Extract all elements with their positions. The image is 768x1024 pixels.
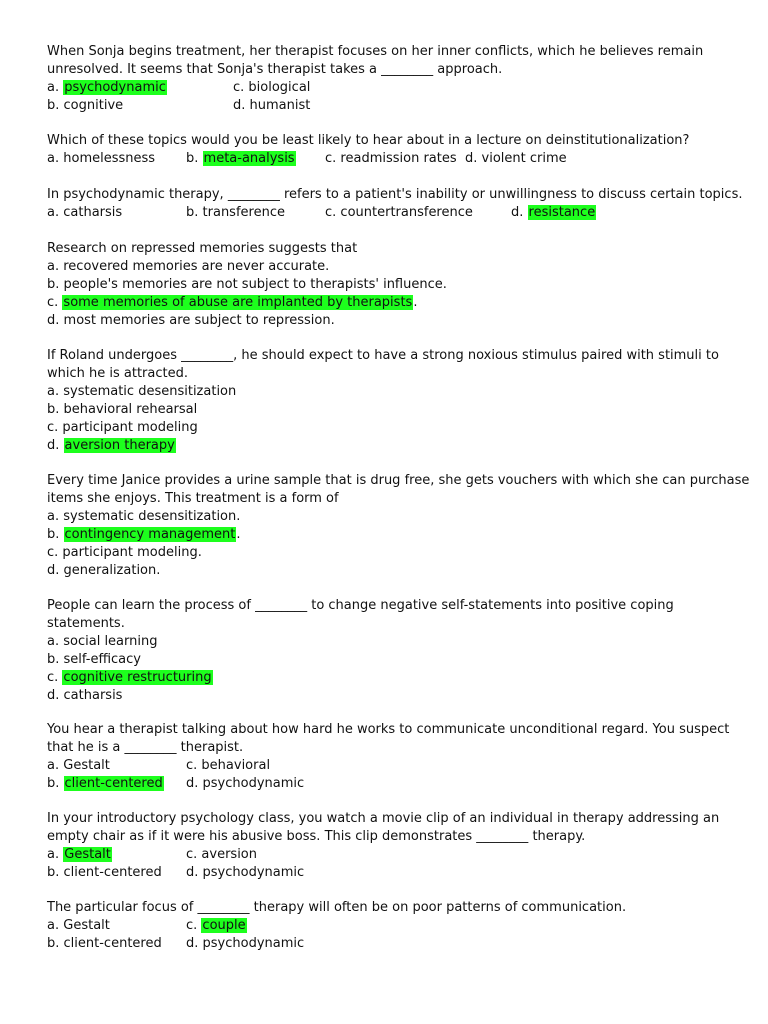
option-row bbox=[47, 757, 737, 775]
answer-highlight: Gestalt bbox=[64, 847, 111, 862]
option-b: b. client-centered bbox=[47, 865, 162, 880]
question-stem-line: When Sonja begins treatment, her therapist focuses on her inner conflicts, which he believes remain bbox=[47, 44, 704, 59]
option-d: d. resistance bbox=[511, 205, 596, 220]
option-a: a. homelessness bbox=[47, 151, 156, 166]
option-b: b. contingency management. bbox=[47, 527, 241, 542]
option-d: d. violent crime bbox=[465, 151, 567, 166]
question-stem-line: which he is attracted. bbox=[47, 366, 188, 381]
answer-highlight: couple bbox=[202, 918, 246, 933]
option-c: c. cognitive restructuring bbox=[47, 670, 212, 685]
option-d: d. most memories are subject to repression. bbox=[47, 313, 335, 328]
option-d: d. generalization. bbox=[47, 563, 161, 578]
option-c: c. participant modeling. bbox=[47, 545, 202, 560]
option-a: a. Gestalt bbox=[47, 758, 110, 773]
question-6 bbox=[47, 472, 750, 580]
option-d: d. humanist bbox=[233, 98, 311, 113]
answer-highlight: resistance bbox=[528, 205, 596, 220]
answer-highlight: aversion therapy bbox=[64, 438, 175, 453]
option-row bbox=[47, 204, 737, 222]
question-stem-line: unresolved. It seems that Sonja's therapist takes a ________ approach. bbox=[47, 62, 503, 77]
option-b: b. client-centered bbox=[47, 776, 163, 791]
option-d: d. aversion therapy bbox=[47, 438, 175, 453]
option-row bbox=[47, 917, 737, 935]
option-b: b. client-centered bbox=[47, 936, 162, 951]
option-b: b. meta-analysis bbox=[186, 151, 295, 166]
option-c: c. participant modeling bbox=[47, 420, 198, 435]
question-stem-line: items she enjoys. This treatment is a form of bbox=[47, 491, 339, 506]
question-9 bbox=[47, 810, 737, 882]
option-row bbox=[47, 775, 737, 793]
option-a: a. systematic desensitization. bbox=[47, 509, 241, 524]
option-b: b. behavioral rehearsal bbox=[47, 402, 198, 417]
question-stem-line: Research on repressed memories suggests that bbox=[47, 241, 358, 256]
option-c: c. couple bbox=[186, 918, 246, 933]
answer-highlight: cognitive restructuring bbox=[63, 670, 212, 685]
option-a: a. social learning bbox=[47, 634, 158, 649]
question-8 bbox=[47, 721, 737, 793]
question-stem-line: that he is a ________ therapist. bbox=[47, 740, 244, 755]
option-row bbox=[47, 935, 737, 953]
option-a: a. psychodynamic bbox=[47, 80, 166, 95]
question-stem-line: You hear a therapist talking about how hard he works to communicate unconditional regard. You suspect bbox=[47, 722, 730, 737]
option-c: c. readmission rates bbox=[325, 151, 457, 166]
question-stem-line: In psychodynamic therapy, ________ refers to a patient's inability or unwillingness to discuss certain topics. bbox=[47, 187, 743, 202]
question-stem-line: If Roland undergoes ________, he should expect to have a strong noxious stimulus paired with stimuli to bbox=[47, 348, 719, 363]
option-d: d. psychodynamic bbox=[186, 865, 305, 880]
option-a: a. systematic desensitization bbox=[47, 384, 237, 399]
option-row bbox=[47, 846, 737, 864]
answer-highlight: psychodynamic bbox=[64, 80, 166, 95]
question-stem-line: Which of these topics would you be least likely to hear about in a lecture on deinstitutionalization? bbox=[47, 133, 690, 148]
answer-highlight: client-centered bbox=[64, 776, 163, 791]
question-7 bbox=[47, 597, 737, 705]
option-b: b. transference bbox=[186, 205, 285, 220]
question-stem-line: Every time Janice provides a urine sample that is drug free, she gets vouchers with which she can purchase bbox=[47, 473, 750, 488]
question-3 bbox=[47, 186, 743, 222]
option-row bbox=[47, 150, 737, 168]
option-b: b. people's memories are not subject to therapists' influence. bbox=[47, 277, 447, 292]
question-1 bbox=[47, 43, 737, 115]
option-a: a. Gestalt bbox=[47, 918, 110, 933]
option-c: c. biological bbox=[233, 80, 311, 95]
question-stem-line: In your introductory psychology class, you watch a movie clip of an individual in therapy addressing an bbox=[47, 811, 720, 826]
option-c: c. behavioral bbox=[186, 758, 271, 773]
option-b: b. cognitive bbox=[47, 98, 124, 113]
answer-highlight: contingency management bbox=[64, 527, 236, 542]
option-c: c. some memories of abuse are implanted by therapists. bbox=[47, 295, 418, 310]
option-d: d. psychodynamic bbox=[186, 936, 305, 951]
option-d: d. catharsis bbox=[47, 688, 123, 703]
option-a: a. catharsis bbox=[47, 205, 123, 220]
question-stem-line: People can learn the process of ________ to change negative self-statements into positive coping bbox=[47, 598, 674, 613]
question-10 bbox=[47, 899, 737, 953]
question-stem-line: The particular focus of ________ therapy will often be on poor patterns of communication. bbox=[47, 900, 627, 915]
option-d: d. psychodynamic bbox=[186, 776, 305, 791]
question-stem-line: empty chair as if it were his abusive boss. This clip demonstrates ________ therapy. bbox=[47, 829, 586, 844]
answer-highlight: some memories of abuse are implanted by therapists bbox=[63, 295, 413, 310]
question-4 bbox=[47, 240, 737, 330]
option-a: a. recovered memories are never accurate. bbox=[47, 259, 330, 274]
option-row bbox=[47, 97, 737, 115]
question-5 bbox=[47, 347, 737, 455]
option-a: a. Gestalt bbox=[47, 847, 111, 862]
option-row bbox=[47, 79, 737, 97]
option-c: c. countertransference bbox=[325, 205, 473, 220]
question-stem-line: statements. bbox=[47, 616, 125, 631]
option-b: b. self-efficacy bbox=[47, 652, 141, 667]
answer-highlight: meta-analysis bbox=[203, 151, 295, 166]
option-c: c. aversion bbox=[186, 847, 258, 862]
option-row bbox=[47, 864, 737, 882]
question-2 bbox=[47, 132, 737, 168]
